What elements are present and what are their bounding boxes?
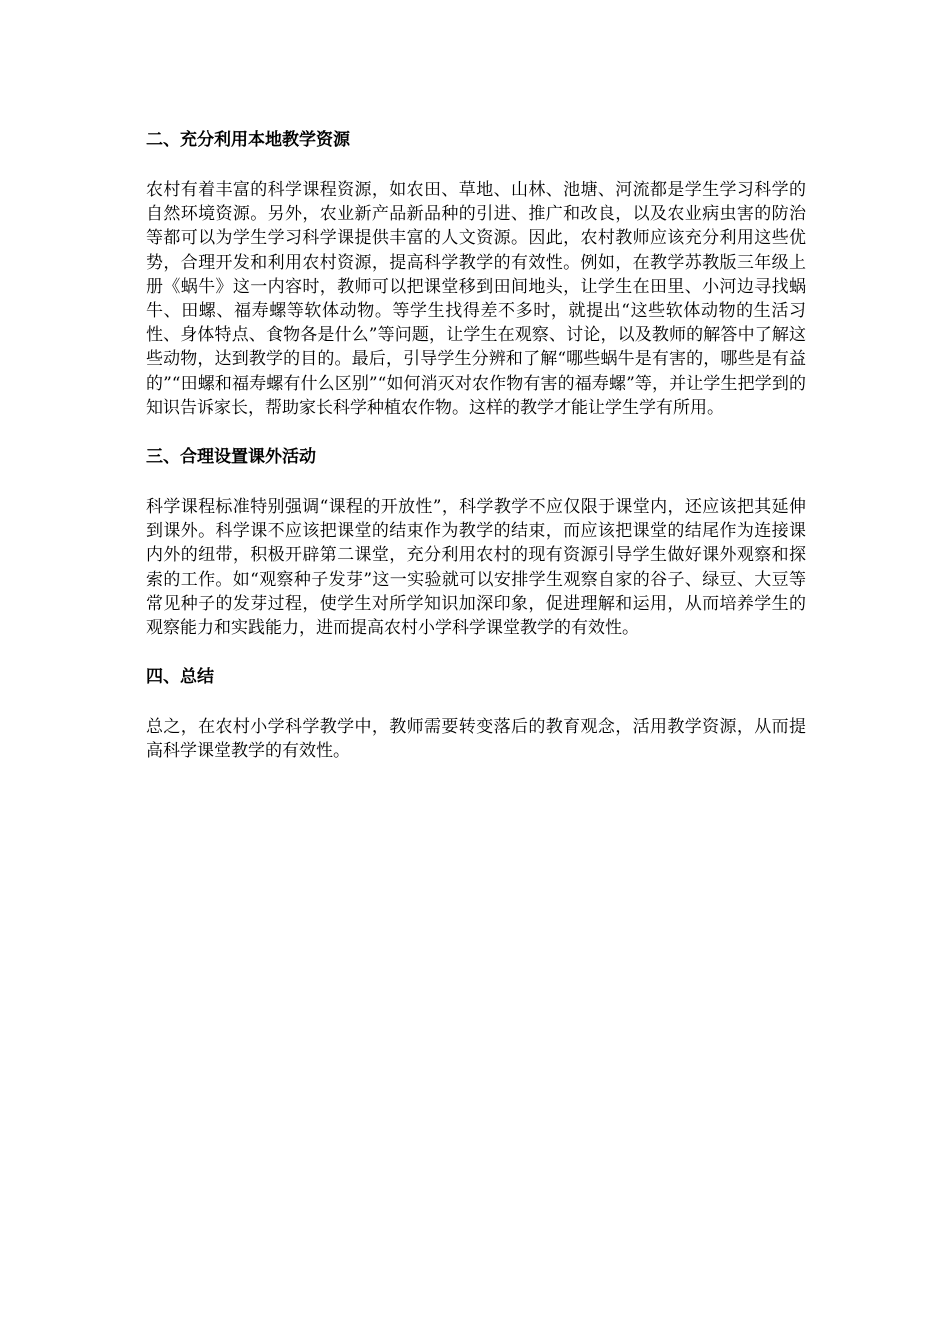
section-paragraph-extracurricular: 科学课程标准特别强调“课程的开放性”，科学教学不应仅限于课堂内，还应该把其延伸到课外。科学课不应该把课堂的结束作为教学的结束，而应该把课堂的结尾作为连接课内外的纽带，积极开辟第二课堂，充分利用农村的现有资源引导学生做好课外观察和探索的工作。如“观察种子发芽”这一实验就可以安排学生观察自家的谷子、绿豆、大豆等常见种子的发芽过程，使学生对所学知识加深印象，促进理解和运用，从而培养学生的观察能力和实践能力，进而提高农村小学科学课堂教学的有效性。 bbox=[146, 497, 806, 639]
section-heading-summary: 四、总结 bbox=[146, 667, 214, 688]
section-paragraph-summary: 总之，在农村小学科学教学中，教师需要转变落后的教育观念，活用教学资源，从而提高科学课堂教学的有效性。 bbox=[146, 717, 806, 762]
section-heading-extracurricular: 三、合理设置课外活动 bbox=[146, 447, 316, 468]
section-paragraph-local-resources: 农村有着丰富的科学课程资源，如农田、草地、山林、池塘、河流都是学生学习科学的自然环境资源。另外，农业新产品新品种的引进、推广和改良，以及农业病虫害的防治等都可以为学生学习科学课提供丰富的人文资源。因此，农村教师应该充分利用这些优势，合理开发和利用农村资源，提高科学教学的有效性。例如，在教学苏教版三年级上册《蜗牛》这一内容时，教师可以把课堂移到田间地头，让学生在田里、小河边寻找蜗牛、田螺、福寿螺等软体动物。等学生找得差不多时，就提出“这些软体动物的生活习性、身体特点、食物各是什么”等问题，让学生在观察、讨论，以及教师的解答中了解这些动物，达到教学的目的。最后，引导学生分辨和了解“哪些蜗牛是有害的，哪些是有益的”“田螺和福寿螺有什么区别”“如何消灭对农作物有害的福寿螺”等，并让学生把学到的知识告诉家长，帮助家长科学种植农作物。这样的教学才能让学生学有所用。 bbox=[146, 180, 806, 418]
document-body bbox=[146, 128, 806, 764]
section-heading-local-resources: 二、充分利用本地教学资源 bbox=[146, 130, 350, 150]
